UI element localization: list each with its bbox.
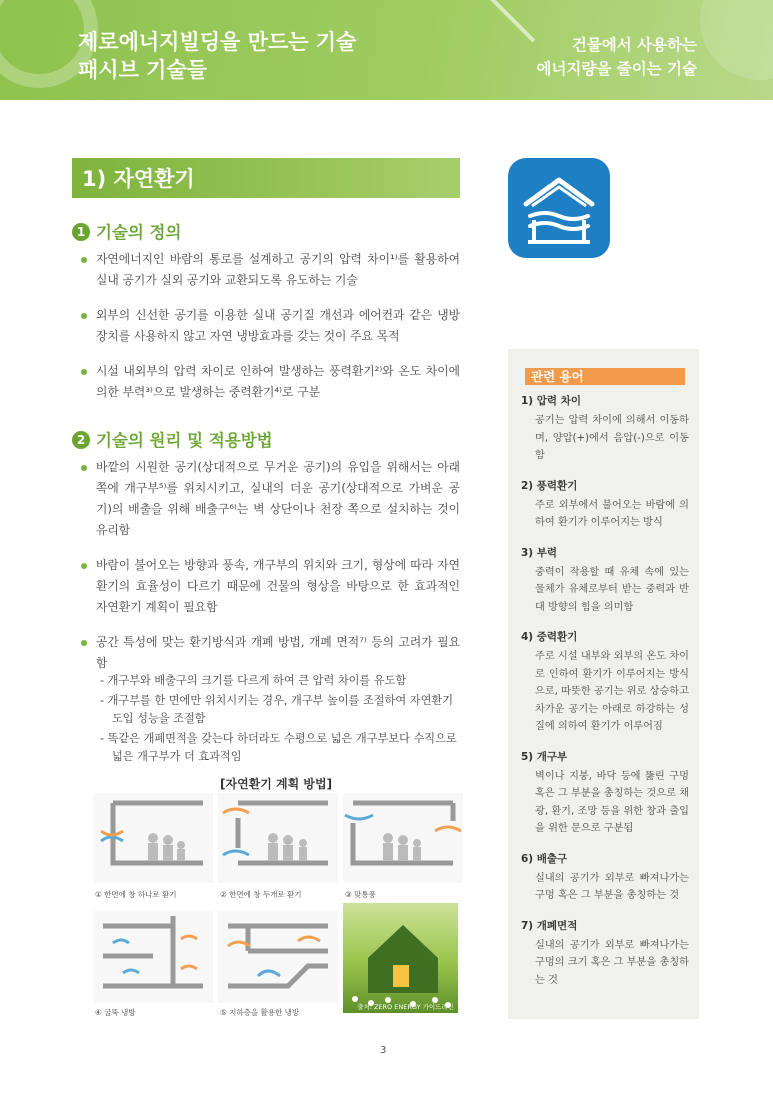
photo-source: 출처: ZERO ENERGY 가이드라인 [357, 1003, 454, 1011]
decorative-circle [700, 0, 773, 80]
diagram-two-windows [218, 793, 338, 883]
definition-heading-text: 기술의 정의 [96, 223, 182, 242]
glossary-definition: 주로 외부에서 불어오는 바람에 의하여 환기가 이루어지는 방식 [535, 499, 689, 528]
list-item: 외부의 신선한 공기를 이용한 실내 공기질 개선과 에어컨과 같은 냉방 장치를 사용하지 않고 자연 냉방효과를 갖는 것이 주요 목적 [80, 305, 460, 347]
diagram-label: ③ 맞통풍 [345, 890, 376, 899]
glossary-heading-text: 관련 용어 [531, 369, 584, 384]
diagram-single-window [93, 793, 213, 883]
list-item: 공간 특성에 맞는 환기방식과 개폐 방법, 개폐 면적⁷⁾ 등의 고려가 필요함 [80, 632, 460, 674]
chapter-title-line2: 패시브 기술들 [78, 58, 208, 82]
glossary-term: 2) 풍력환기 [521, 479, 578, 492]
principle-sub-list [98, 672, 458, 768]
glossary-definition: 공기는 압력 차이에 의해서 이동하며, 양압(+)에서 음압(-)으로 이동함 [535, 415, 689, 461]
glossary-item [521, 918, 689, 990]
green-house-photo [343, 903, 458, 1013]
glossary-item [521, 749, 689, 838]
glossary-definition: 실내의 공기가 외부로 빠져나가는 구멍의 크기 혹은 그 부분을 총칭하는 것 [535, 939, 689, 986]
diagram-label: ④ 굴뚝 냉방 [95, 1008, 136, 1017]
list-item: 바람이 불어오는 방향과 풍속, 개구부의 위치와 크기, 형상에 따라 자연환기의 효율성이 다르기 때문에 건물의 형상을 바탕으로 한 효과적인 자연환기 계획이 필요함 [80, 555, 460, 618]
list-item: 바깥의 시원한 공기(상대적으로 무거운 공기)의 유입을 위해서는 아래쪽에 개구부⁵⁾를 위치시키고, 실내의 더운 공기(상대적으로 가벼운 공기)의 배출을 위해 배출구⁶⁾는 벽 상단이나 천장 쪽으로 설치하는 것이 유리함 [80, 457, 460, 541]
diagram-cross-ventilation [343, 793, 463, 883]
glossary-term: 6) 배출구 [521, 852, 568, 865]
chapter-title [78, 28, 356, 84]
glossary-item [521, 545, 689, 617]
sub-list-item: - 개구부를 한 면에만 위치시키는 경우, 개구부 높이를 조절하여 자연환기 도입 성능을 조절함 [100, 694, 454, 725]
glossary-definition: 실내의 공기가 외부로 빠져나가는 구멍 혹은 그 부분을 총칭하는 것 [535, 872, 689, 901]
glossary-item [521, 393, 689, 465]
definition-list [80, 249, 460, 417]
chapter-subtitle-line1: 건물에서 사용하는 [571, 36, 697, 54]
glossary-item [521, 851, 689, 905]
decorative-streak [490, 0, 535, 42]
section-number: 1 [72, 223, 90, 241]
glossary-term: 3) 부력 [521, 546, 558, 559]
glossary-term: 5) 개구부 [521, 750, 568, 763]
sub-list-item: - 개구부와 배출구의 크기를 다르게 하여 큰 압력 차이를 유도함 [100, 674, 407, 687]
section-number: 2 [72, 431, 90, 449]
principle-heading [72, 427, 273, 451]
list-item: 시설 내외부의 압력 차이로 인하여 발생하는 풍력환기²⁾와 온도 차이에 의한 부력³⁾으로 발생하는 중력환기⁴⁾로 구분 [80, 361, 460, 403]
glossary-term: 1) 압력 차이 [521, 395, 581, 407]
glossary-definition: 벽이나 지붕, 바닥 등에 뚫린 구멍 혹은 그 부분을 총칭하는 것으로 채광, 환기, 조망 등을 위한 창과 출입을 위한 문으로 구분됨 [535, 770, 689, 834]
glossary-term: 7) 개폐면적 [521, 919, 578, 932]
chapter-subtitle [536, 33, 697, 81]
diagram-label: ① 한면에 창 하나로 환기 [95, 890, 177, 899]
glossary-list [521, 393, 689, 1002]
figure-caption: [자연환기 계획 방법] [220, 777, 333, 791]
diagram-chimney-cooling [93, 911, 213, 1003]
house-ventilation-icon [508, 158, 610, 258]
definition-heading [72, 219, 181, 243]
diagram-label: ⑤ 지하층을 활용한 냉방 [220, 1008, 300, 1017]
principle-list [80, 457, 460, 688]
principle-heading-text: 기술의 원리 및 적용방법 [96, 431, 273, 450]
sub-list-item: - 똑같은 개폐면적을 갖는다 하더라도 수평으로 넓은 개구부보다 수직으로 넓은 개구부가 더 효과적임 [100, 732, 457, 763]
chapter-subtitle-line2: 에너지량을 줄이는 기술 [536, 60, 697, 78]
glossary-item [521, 629, 689, 736]
glossary-term: 4) 중력환기 [521, 631, 578, 643]
diagram-basement-cooling [218, 911, 338, 1003]
chapter-title-line1: 제로에너지빌딩을 만드는 기술 [78, 30, 357, 54]
glossary-heading [525, 368, 685, 385]
header-banner [0, 0, 773, 100]
glossary-item [521, 478, 689, 532]
page-number: 3 [380, 1045, 387, 1056]
ventilation-diagrams [93, 793, 458, 1023]
glossary-definition: 주로 시설 내부와 외부의 온도 차이로 인하여 환기가 이루어지는 방식으로, 따뜻한 공기는 위로 상승하고 차가운 공기는 아래로 하강하는 성질에 의하여 환기가 이루어짐 [535, 651, 689, 732]
diagram-label: ② 한면에 창 두개로 환기 [220, 890, 302, 899]
glossary-definition: 중력이 작용할 때 유체 속에 있는 물체가 유체로부터 받는 중력과 반대 방향의 힘을 의미함 [535, 566, 689, 613]
glossary-sidebar [508, 349, 699, 1019]
list-item: 자연에너지인 바람의 통로를 설계하고 공기의 압력 차이¹⁾를 활용하여 실내 공기가 실외 공기와 교환되도록 유도하는 기술 [80, 249, 460, 291]
section-title: 1) 자연환기 [82, 167, 195, 191]
section-heading [72, 158, 460, 198]
